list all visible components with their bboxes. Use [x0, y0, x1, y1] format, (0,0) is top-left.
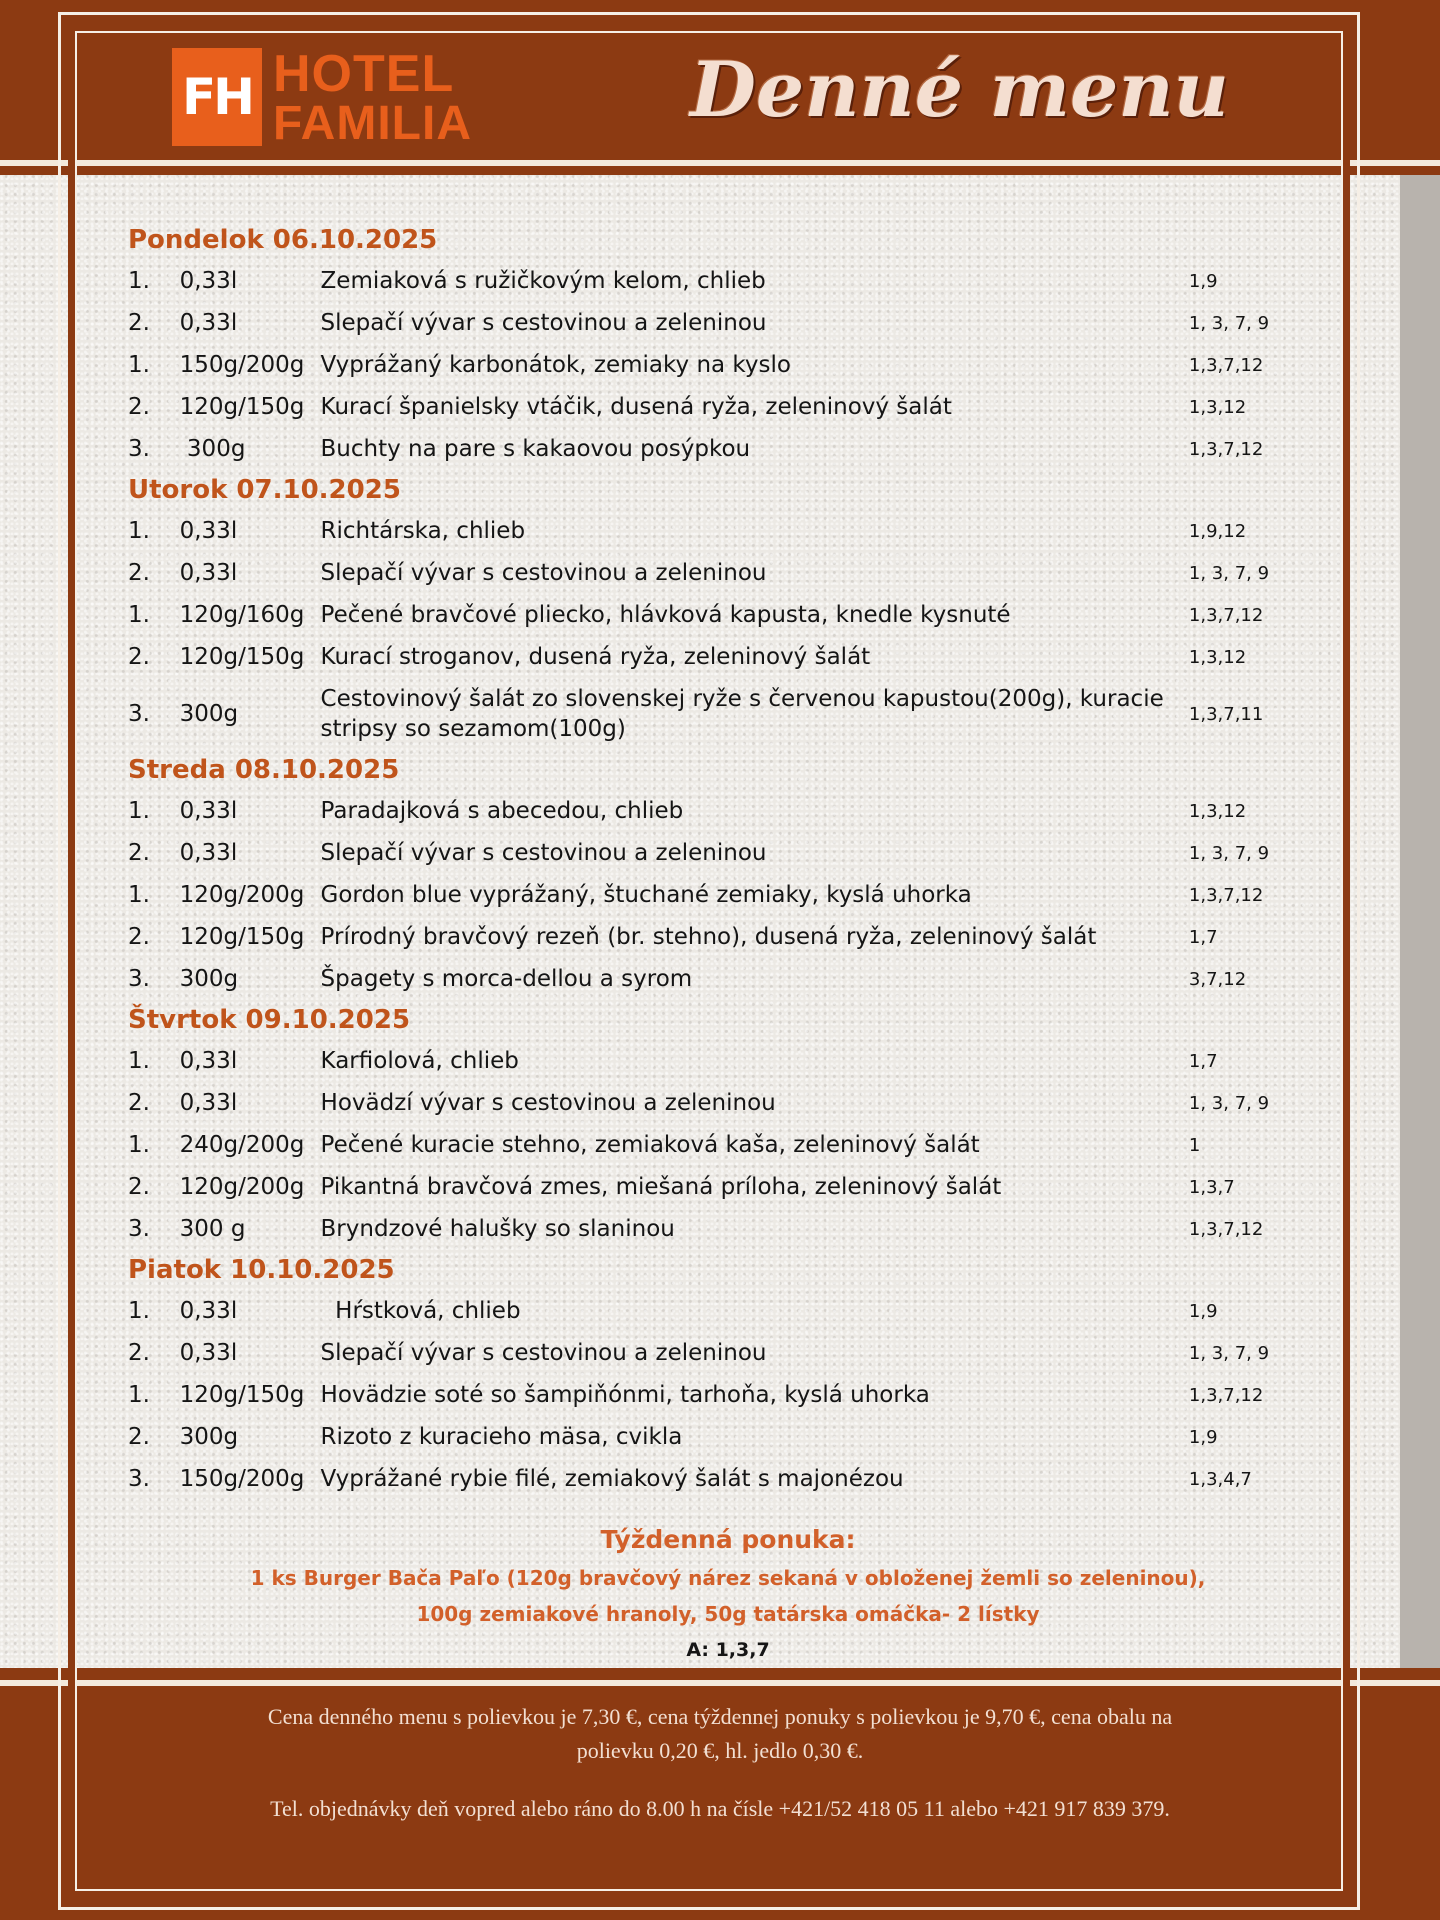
item-allergens: 1, 3, 7, 9 — [1188, 1342, 1270, 1364]
item-allergens: 1,9 — [1188, 1300, 1218, 1322]
menu-item-row — [128, 428, 1308, 470]
item-number: 1. — [128, 882, 150, 908]
menu-item-row — [128, 916, 1308, 958]
menu-item-row — [128, 386, 1308, 428]
item-number: 1. — [128, 352, 150, 378]
menu-item-row — [128, 636, 1308, 678]
item-quantity: 0,33l — [179, 560, 238, 586]
item-allergens: 1,3,12 — [1188, 396, 1247, 418]
item-number: 2. — [128, 1340, 150, 1366]
item-number: 2. — [128, 840, 150, 866]
hotel-logo-mark: FH — [172, 48, 262, 146]
item-quantity: 0,33l — [179, 798, 238, 824]
item-name: Gordon blue vyprážaný, štuchané zemiaky, kyslá uhorka — [320, 882, 972, 908]
order-phone-info: Tel. objednávky deň vopred alebo ráno do 8.00 h na čísle +421/52 418 05 11 alebo +421 917 839 379. — [270, 1796, 1170, 1821]
logo-text-familia: FAMILIA — [273, 97, 472, 150]
item-quantity: 0,33l — [179, 1090, 238, 1116]
item-quantity: 0,33l — [179, 310, 238, 336]
item-quantity: 120g/150g — [179, 394, 305, 420]
item-name: Karfiolová, chlieb — [320, 1048, 519, 1074]
menu-item-row — [128, 678, 1308, 750]
item-name: Slepačí vývar s cestovinou a zeleninou — [320, 560, 767, 586]
item-number: 1. — [128, 1048, 150, 1074]
item-quantity: 0,33l — [179, 268, 238, 294]
item-number: 2. — [128, 1174, 150, 1200]
weekly-offer-allergens: A: 1,3,7 — [686, 1639, 770, 1661]
item-name: Bryndzové halušky so slaninou — [320, 1216, 675, 1242]
menu-item-row — [128, 510, 1308, 552]
item-quantity: 0,33l — [179, 1298, 238, 1324]
menu-item-row — [128, 1458, 1308, 1500]
menu-item-row — [128, 790, 1308, 832]
item-name: Prírodný bravčový rezeň (br. stehno), dusená ryža, zeleninový šalát — [320, 924, 1097, 950]
item-number: 3. — [128, 966, 150, 992]
item-number: 1. — [128, 1382, 150, 1408]
page-title: Denné menu — [690, 45, 1229, 134]
item-allergens: 1, 3, 7, 9 — [1188, 312, 1270, 334]
item-allergens: 1,3,7,12 — [1188, 884, 1264, 906]
item-name: Pečené bravčové pliecko, hlávková kapusta, knedle kysnuté — [320, 602, 1011, 628]
item-name: Kurací španielsky vtáčik, dusená ryža, zeleninový šalát — [320, 394, 952, 420]
item-name: Paradajková s abecedou, chlieb — [320, 798, 684, 824]
weekly-offer-line: 1 ks Burger Bača Paľo (120g bravčový nárez sekaná v obloženej žemli so zeleninou), — [250, 1566, 1206, 1590]
item-name: Richtárska, chlieb — [320, 518, 526, 544]
item-name: Cestovinový šalát zo slovenskej ryže s červenou kapustou(200g), kuracie stripsy so sezamom(100g) — [320, 686, 1172, 742]
item-quantity: 150g/200g — [179, 1466, 305, 1492]
item-name: Hovädzie soté so šampiňónmi, tarhoňa, kyslá uhorka — [320, 1382, 930, 1408]
footer-info — [130, 1700, 1310, 1826]
item-quantity: 300 g — [179, 1216, 246, 1242]
item-allergens: 1,9,12 — [1188, 520, 1247, 542]
item-allergens: 1,7 — [1188, 1050, 1218, 1072]
item-number: 2. — [128, 310, 150, 336]
item-quantity: 120g/200g — [179, 1174, 305, 1200]
item-quantity: 0,33l — [179, 840, 238, 866]
item-quantity: 300g — [179, 436, 246, 462]
menu-item-row — [128, 260, 1308, 302]
price-info: Cena denného menu s polievkou je 7,30 €, cena týždennej ponuky s polievkou je 9,70 €, cena obalu na — [267, 1704, 1173, 1729]
item-name: Zemiaková s ružičkovým kelom, chlieb — [320, 268, 766, 294]
menu-item-row — [128, 958, 1308, 1000]
menu-item-row — [128, 1040, 1308, 1082]
item-allergens: 3,7,12 — [1188, 968, 1247, 990]
day-heading: Pondelok 06.10.2025 — [128, 225, 438, 255]
menu-item-row — [128, 344, 1308, 386]
item-name: Hovädzí vývar s cestovinou a zeleninou — [320, 1090, 776, 1116]
item-name: Rizoto z kuracieho mäsa, cvikla — [320, 1424, 683, 1450]
item-name: Slepačí vývar s cestovinou a zeleninou — [320, 1340, 767, 1366]
item-number: 2. — [128, 924, 150, 950]
menu-item-row — [128, 1082, 1308, 1124]
item-name: Špagety s morca-dellou a syrom — [320, 966, 693, 992]
item-quantity: 300g — [179, 966, 239, 992]
item-quantity: 120g/160g — [179, 602, 305, 628]
item-number: 2. — [128, 644, 150, 670]
item-allergens: 1, 3, 7, 9 — [1188, 562, 1270, 584]
item-name: Pikantná bravčová zmes, miešaná príloha, zeleninový šalát — [320, 1174, 1002, 1200]
item-allergens: 1,3,4,7 — [1188, 1468, 1252, 1490]
item-allergens: 1,7 — [1188, 926, 1218, 948]
item-name: Pečené kuracie stehno, zemiaková kaša, zeleninový šalát — [320, 1132, 980, 1158]
item-allergens: 1,3,7,12 — [1188, 1384, 1264, 1406]
item-quantity: 120g/150g — [179, 924, 305, 950]
item-quantity: 300g — [179, 1424, 239, 1450]
item-allergens: 1,3,12 — [1188, 800, 1247, 822]
menu-item-row — [128, 1416, 1308, 1458]
item-allergens: 1, 3, 7, 9 — [1188, 1092, 1270, 1114]
item-allergens: 1,9 — [1188, 1426, 1218, 1448]
menu-item-row — [128, 1332, 1308, 1374]
item-name: Vyprážaný karbonátok, zemiaky na kyslo — [320, 352, 791, 378]
menu-item-row — [128, 302, 1308, 344]
item-number: 2. — [128, 1090, 150, 1116]
item-name: Kurací stroganov, dusená ryža, zeleninový šalát — [320, 644, 871, 670]
menu-item-row — [128, 594, 1308, 636]
right-edge-strip — [1400, 0, 1440, 1920]
price-info: polievku 0,20 €, hl. jedlo 0,30 €. — [576, 1738, 864, 1763]
item-number: 2. — [128, 394, 150, 420]
menu-item-row — [128, 552, 1308, 594]
item-quantity: 300g — [179, 701, 239, 727]
item-number: 1. — [128, 602, 150, 628]
item-quantity: 150g/200g — [179, 352, 305, 378]
item-number: 2. — [128, 560, 150, 586]
item-number: 1. — [128, 268, 150, 294]
item-allergens: 1,3,7,12 — [1188, 1218, 1264, 1240]
item-quantity: 0,33l — [179, 518, 238, 544]
item-allergens: 1,3,7 — [1188, 1176, 1235, 1198]
item-quantity: 120g/150g — [179, 1382, 305, 1408]
item-number: 3. — [128, 436, 150, 462]
weekly-offer-title: Týždenná ponuka: — [600, 1525, 856, 1554]
menu-item-row — [128, 874, 1308, 916]
item-allergens: 1,3,12 — [1188, 646, 1247, 668]
item-number: 3. — [128, 701, 150, 727]
day-heading: Piatok 10.10.2025 — [128, 1255, 395, 1285]
logo-text-hotel: HOTEL — [273, 45, 455, 103]
day-heading: Streda 08.10.2025 — [128, 755, 400, 785]
menu-item-row — [128, 1166, 1308, 1208]
item-allergens: 1, 3, 7, 9 — [1188, 842, 1270, 864]
item-allergens: 1,3,7,12 — [1188, 354, 1264, 376]
item-allergens: 1,3,7,11 — [1188, 703, 1264, 725]
item-quantity: 0,33l — [179, 1340, 238, 1366]
menu-item-row — [128, 1208, 1308, 1250]
item-name: Slepačí vývar s cestovinou a zeleninou — [320, 310, 767, 336]
menu-item-row — [128, 1124, 1308, 1166]
item-number: 3. — [128, 1466, 150, 1492]
menu-item-row — [128, 832, 1308, 874]
item-number: 1. — [128, 1132, 150, 1158]
item-allergens: 1,9 — [1188, 270, 1218, 292]
item-quantity: 120g/150g — [179, 644, 305, 670]
weekly-menu — [128, 220, 1308, 1500]
menu-item-row — [128, 1290, 1308, 1332]
item-allergens: 1,3,7,12 — [1188, 438, 1264, 460]
item-name: Buchty na pare s kakaovou posýpkou — [320, 436, 751, 462]
weekly-offer — [128, 1520, 1328, 1668]
item-allergens: 1 — [1188, 1134, 1201, 1156]
item-quantity: 0,33l — [179, 1048, 238, 1074]
item-name: Hŕstková, chlieb — [320, 1298, 521, 1324]
day-heading: Štvrtok 09.10.2025 — [128, 1005, 411, 1035]
item-number: 3. — [128, 1216, 150, 1242]
item-name: Slepačí vývar s cestovinou a zeleninou — [320, 840, 767, 866]
weekly-offer-line: 100g zemiakové hranoly, 50g tatárska omáčka- 2 lístky — [416, 1602, 1040, 1626]
item-allergens: 1,3,7,12 — [1188, 604, 1264, 626]
item-quantity: 120g/200g — [179, 882, 305, 908]
item-number: 2. — [128, 1424, 150, 1450]
item-name: Vyprážané rybie filé, zemiakový šalát s majonézou — [320, 1466, 904, 1492]
item-number: 1. — [128, 1298, 150, 1324]
day-heading: Utorok 07.10.2025 — [128, 475, 401, 505]
item-number: 1. — [128, 798, 150, 824]
item-quantity: 240g/200g — [179, 1132, 305, 1158]
menu-item-row — [128, 1374, 1308, 1416]
item-number: 1. — [128, 518, 150, 544]
